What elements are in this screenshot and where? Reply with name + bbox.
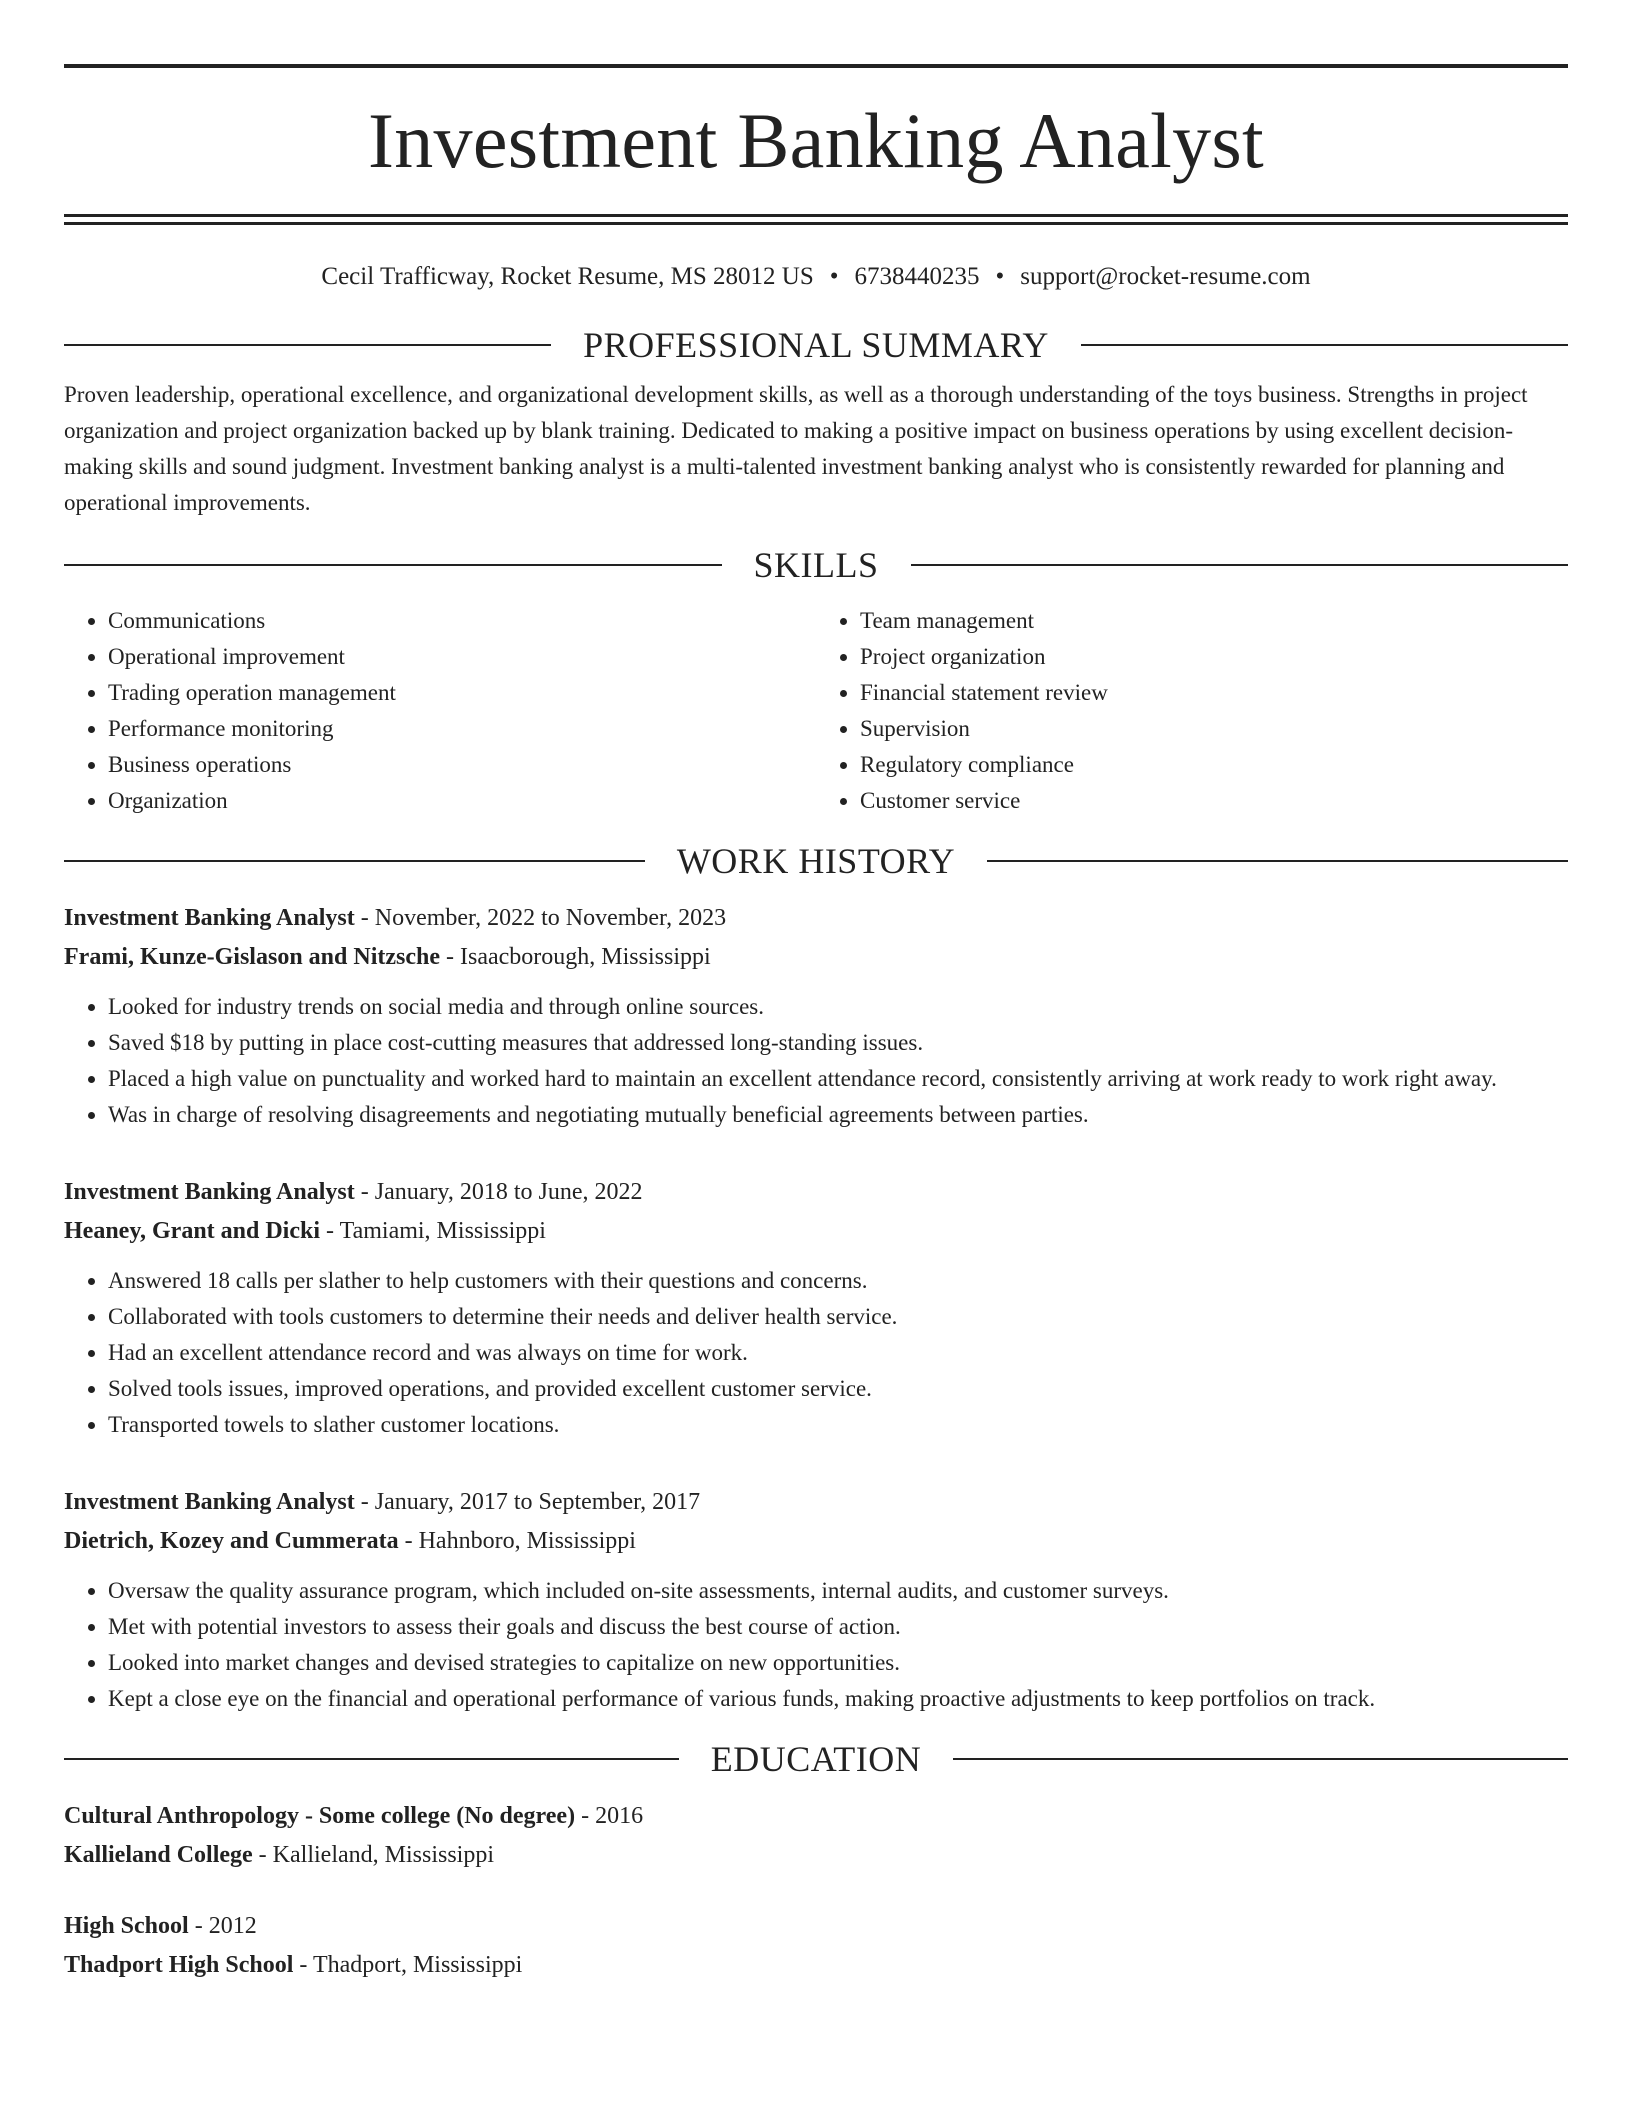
skills-column-left [64,603,816,819]
top-rule [64,64,1568,68]
job-bullet: • Transported towels to slather customer locations. [108,1407,1568,1443]
job-entry: Investment Banking Analyst - January, 2017 to September, 2017 Dietrich, Kozey and Cummerata - Hahnboro, Mississippi • Oversaw the quality assurance program, which included on-site assessments, internal audits, and customer surveys. • Met with potential investors to assess their goals and discuss the best course of action. • Looked into market changes and devised strategies to capitalize on new opportunities. • Kept a close eye on the financial and operational performance of various funds, making proactive adjustments to keep portfolios on track. [64,1483,1568,1717]
skills-section-header [64,545,1568,585]
job-entry: Investment Banking Analyst - November, 2022 to November, 2023 Frami, Kunze-Gislason and Nitzsche - Isaacborough, Mississippi • Looked for industry trends on social media and through online sources. • Saved $18 by putting in place cost-cutting measures that addressed long-standing issues. • Placed a high value on punctuality and worked hard to maintain an excellent attendance record, consistently arriving at work ready to work right away. • Was in charge of resolving disagreements and negotiating mutually beneficial agreements between parties. [64,899,1568,1133]
skill-item: • Performance monitoring [108,711,816,747]
job-company: Heaney, Grant and Dicki [64,1218,321,1244]
skill-item: • Organization [108,783,816,819]
job-bullet: • Collaborated with tools customers to determine their needs and deliver health service. [108,1299,1568,1335]
job-bullet: • Answered 18 calls per slather to help customers with their questions and concerns. [108,1263,1568,1299]
education-heading: EDUCATION [710,1739,922,1779]
job-location: Isaacborough, Mississippi [460,944,711,970]
title-double-rule [64,214,1568,225]
skills-heading: SKILLS [753,545,879,585]
job-bullet: • Looked for industry trends on social media and through online sources. [108,989,1568,1025]
job-bullet: • Looked into market changes and devised strategies to capitalize on new opportunities. [108,1645,1568,1681]
section-rule [911,564,1569,566]
contact-separator: • [995,263,1005,290]
skills-list [64,603,1568,819]
job-dates: November, 2022 to November, 2023 [374,905,727,931]
skill-item: • Supervision [860,711,1568,747]
education-year: 2012 [208,1913,257,1939]
job-title: Investment Banking Analyst [64,1489,355,1515]
job-bullet: • Had an excellent attendance record and was always on time for work. [108,1335,1568,1371]
skill-item: • Regulatory compliance [860,747,1568,783]
education-degree: Cultural Anthropology - Some college (No degree) [64,1803,576,1829]
education-year: 2016 [595,1803,644,1829]
job-bullets [64,989,1568,1133]
skill-item: • Financial statement review [860,675,1568,711]
education-entry: Cultural Anthropology - Some college (No degree) - 2016 Kallieland College - Kallieland, Mississippi [64,1803,644,1868]
summary-section-header [64,325,1568,365]
job-company: Frami, Kunze-Gislason and Nitzsche [64,944,440,970]
skill-item: • Project organization [860,639,1568,675]
education-entry: High School - 2012 Thadport High School - Thadport, Mississippi [64,1913,523,1978]
education-degree: High School [64,1913,189,1939]
contact-separator: • [829,263,839,290]
section-rule [64,860,645,862]
section-rule [64,344,551,346]
work-heading: WORK HISTORY [676,841,956,881]
job-bullet: • Oversaw the quality assurance program, which included on-site assessments, internal audits, and customer surveys. [108,1573,1568,1609]
job-location: Hahnboro, Mississippi [418,1528,636,1554]
section-rule [987,860,1568,862]
job-dates: January, 2018 to June, 2022 [374,1179,643,1205]
skill-item: • Trading operation management [108,675,816,711]
section-rule [1081,344,1568,346]
contact-address: Cecil Trafficway, Rocket Resume, MS 28012 US [321,263,814,290]
job-title: Investment Banking Analyst [64,1179,355,1205]
section-rule [953,1758,1568,1760]
job-bullet: • Met with potential investors to assess their goals and discuss the best course of action. [108,1609,1568,1645]
skill-item: • Business operations [108,747,816,783]
job-dates: January, 2017 to September, 2017 [374,1489,701,1515]
skill-item: • Operational improvement [108,639,816,675]
job-location: Tamiami, Mississippi [339,1218,546,1244]
job-bullet: • Placed a high value on punctuality and worked hard to maintain an excellent attendance record, consistently arriving at work ready to work right away. [108,1061,1568,1097]
education-location: Kallieland, Mississippi [272,1842,495,1868]
education-school: Kallieland College [64,1842,253,1868]
contact-email: support@rocket-resume.com [1020,263,1311,290]
skills-column-right [816,603,1568,819]
job-entry: Investment Banking Analyst - January, 2018 to June, 2022 Heaney, Grant and Dicki - Tamiami, Mississippi • Answered 18 calls per slather to help customers with their questions and concerns. • Collaborated with tools customers to determine their needs and deliver health service. • Had an excellent attendance record and was always on time for work. • Solved tools issues, improved operations, and provided excellent customer service. • Transported towels to slather customer locations. [64,1173,1568,1443]
contact-phone: 6738440235 [854,263,980,290]
summary-heading: PROFESSIONAL SUMMARY [583,325,1049,365]
job-title: Investment Banking Analyst [64,905,355,931]
job-bullet: • Saved $18 by putting in place cost-cutting measures that addressed long-standing issues. [108,1025,1568,1061]
summary-text: Proven leadership, operational excellence, and organizational development skills, as well as a thorough understanding of the toys business. Strengths in project organization and project organization backed up by blank training. Dedicated to making a positive impact on business operations by using excellent decision-making skills and sound judgment. Investment banking analyst is a multi-talented investment banking analyst who is consistently rewarded for planning and operational improvements. [64,382,1528,515]
contact-line [64,263,1568,291]
skill-item: • Team management [860,603,1568,639]
job-bullet: • Kept a close eye on the financial and operational performance of various funds, making proactive adjustments to keep portfolios on track. [108,1681,1568,1717]
section-rule [64,564,722,566]
education-school: Thadport High School [64,1952,294,1978]
education-section-header [64,1739,1568,1779]
skill-item: • Customer service [860,783,1568,819]
resume-title: Investment Banking Analyst [367,97,1265,184]
job-bullets [64,1573,1568,1717]
section-rule [64,1758,679,1760]
job-company: Dietrich, Kozey and Cummerata [64,1528,399,1554]
education-location: Thadport, Mississippi [312,1952,523,1978]
job-bullet: • Was in charge of resolving disagreements and negotiating mutually beneficial agreements between parties. [108,1097,1568,1133]
skill-item: • Communications [108,603,816,639]
job-bullet: • Solved tools issues, improved operations, and provided excellent customer service. [108,1371,1568,1407]
work-section-header [64,841,1568,881]
job-bullets [64,1263,1568,1443]
